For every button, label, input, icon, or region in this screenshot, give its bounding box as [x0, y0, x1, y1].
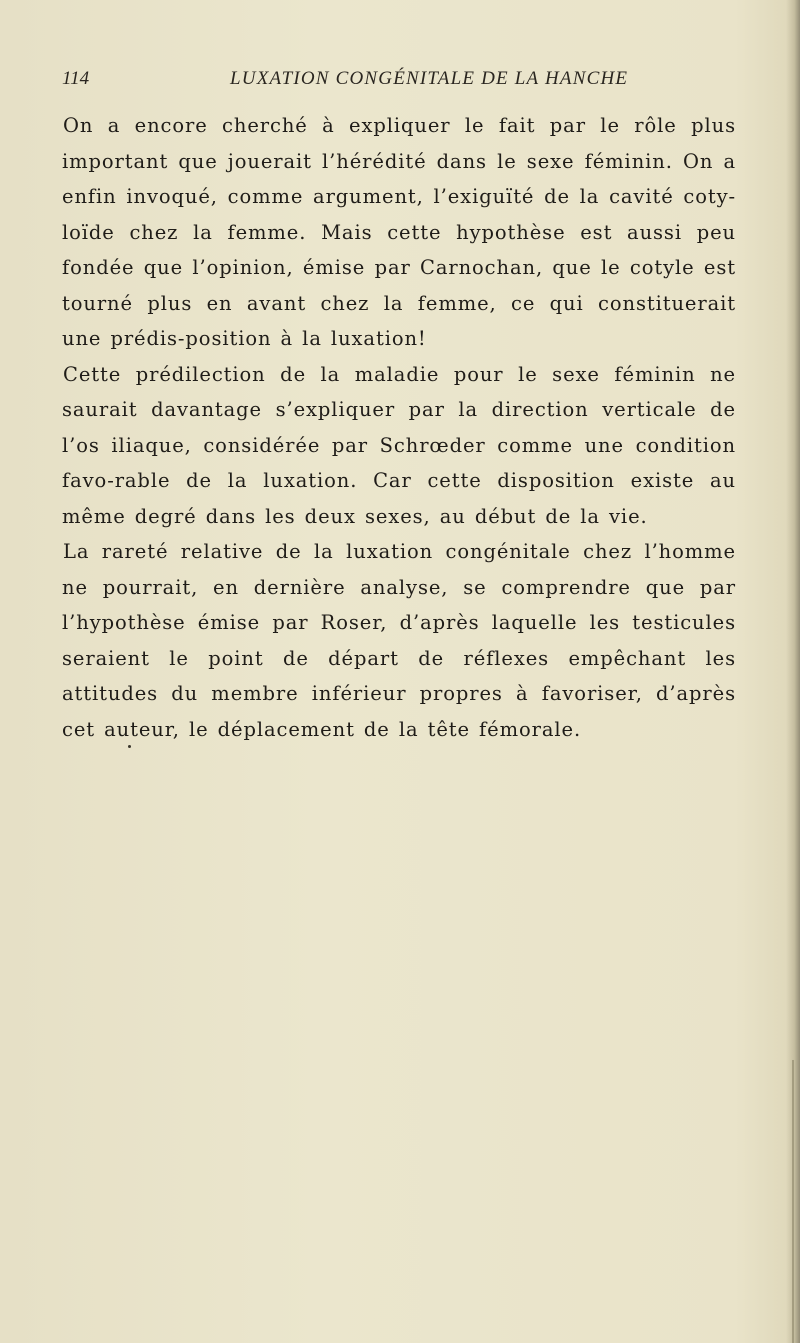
paragraph-1: On a encore cherché à expliquer le fait par le rôle plus important que jouerait l’hérédité dans le sexe féminin. On a enfin invoqué, comme argument, l’exiguïté de la cavité coty-loïde chez la femme. Mais cette hypothèse est aussi peu fondée que l’opinion, émise par Carnochan, que le cotyle est tourné plus en avant chez la femme, ce qui constituerait une prédis-position à la luxation!: [62, 114, 736, 350]
paper-speck: [128, 745, 131, 748]
body-text: [62, 108, 736, 747]
paragraph-2: Cette prédilection de la maladie pour le sexe féminin ne saurait davantage s’expliquer par la direction verticale de l’os iliaque, considérée par Schrœder comme une condition favo-rable de la luxation. Car cette disposition existe au même degré dans les deux sexes, au début de la vie.: [62, 362, 736, 528]
page-header: [62, 68, 722, 94]
page-edge-line: [792, 1060, 794, 1343]
page-number: 114: [62, 68, 90, 89]
paragraph-3: La rareté relative de la luxation congénitale chez l’homme ne pourrait, en dernière analyse, se comprendre que par l’hypothèse émise par Roser, d’après laquelle les testicules seraient le point de départ de réflexes empêchant les attitudes du membre inférieur propres à favoriser, d’après cet auteur, le déplacement de la tête fémorale.: [62, 540, 736, 741]
running-title: LUXATION CONGÉNITALE DE LA HANCHE: [230, 68, 629, 89]
